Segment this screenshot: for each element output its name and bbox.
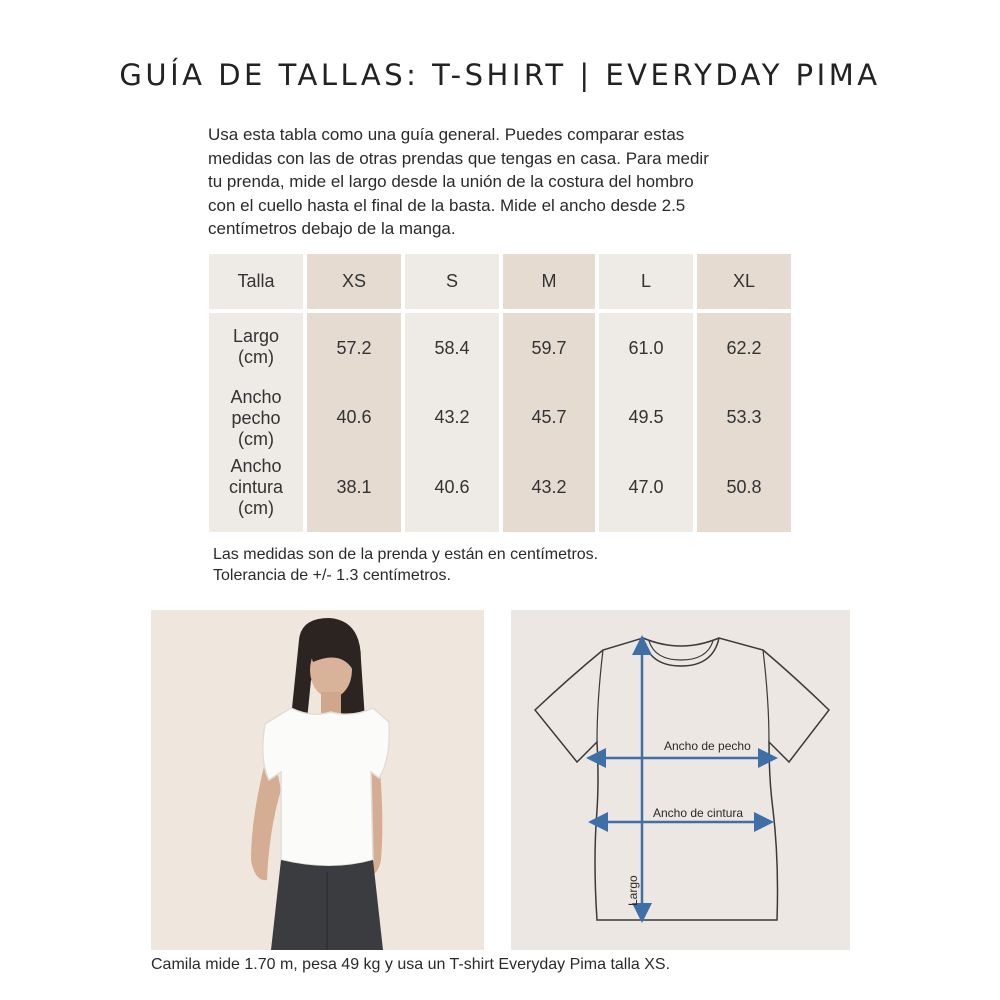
size-header-xl: XL [697, 254, 791, 309]
row-unit: (cm) [238, 428, 274, 449]
table-cell: 40.6 [336, 406, 372, 427]
intro-line: Usa esta tabla como una guía general. Puedes comparar estas [208, 125, 685, 144]
size-header-l: L [599, 254, 693, 309]
measurement-notes [213, 544, 598, 586]
note-line: Tolerancia de +/- 1.3 centímetros. [213, 567, 451, 584]
row-label-text: pecho [231, 407, 281, 428]
table-cell: 57.2 [336, 337, 372, 358]
table-cell: 45.7 [531, 406, 567, 427]
row-label-largo [209, 322, 303, 372]
header-talla: Talla [209, 254, 303, 309]
table-cell: 59.7 [531, 337, 567, 358]
intro-paragraph [208, 123, 808, 241]
row-label-ancho-cintura [209, 457, 303, 517]
intro-line: centímetros debajo de la manga. [208, 219, 456, 238]
intro-line: tu prenda, mide el largo desde la unión de la costura del hombro [208, 172, 694, 191]
size-header-s: S [405, 254, 499, 309]
length-label: Largo [626, 875, 640, 906]
table-cell: 47.0 [628, 476, 664, 497]
row-label-text: Ancho [230, 455, 282, 476]
model-photo [151, 610, 484, 950]
intro-line: medidas con las de otras prendas que tengas en casa. Para medir [208, 148, 709, 168]
note-line: Las medidas son de la prenda y están en centímetros. [213, 546, 599, 563]
table-cell: 40.6 [434, 476, 470, 497]
table-cell: 50.8 [726, 476, 762, 497]
chest-label: Ancho de pecho [664, 739, 751, 753]
row-unit: (cm) [238, 347, 274, 367]
row-label-text: Ancho [230, 386, 282, 407]
table-cell: 49.5 [628, 406, 664, 427]
waist-label: Ancho de cintura [653, 806, 744, 820]
table-cell: 53.3 [726, 406, 762, 427]
table-cell: 43.2 [434, 406, 470, 427]
table-cell: 58.4 [434, 337, 470, 358]
tshirt-diagram [511, 610, 850, 950]
size-header-m: M [503, 254, 595, 309]
table-cell: 38.1 [336, 476, 372, 497]
table-cell: 61.0 [628, 337, 664, 358]
page-title: GUÍA DE TALLAS: T-SHIRT | EVERYDAY PIMA [119, 58, 881, 92]
tshirt-outline [535, 638, 829, 920]
intro-line: con el cuello hasta el final de la basta. Mide el ancho desde 2.5 [208, 195, 686, 215]
table-cell: 43.2 [531, 476, 567, 497]
row-label-text: cintura [228, 476, 284, 497]
measurement-diagram [511, 610, 850, 950]
row-label-ancho-pecho [209, 388, 303, 448]
table-cell: 62.2 [726, 337, 762, 358]
model-illustration [151, 610, 484, 950]
row-label-text: Largo [232, 326, 280, 346]
photo-caption: Camila mide 1.70 m, pesa 49 kg y usa un T-shirt Everyday Pima talla XS. [151, 956, 671, 973]
row-unit: (cm) [238, 497, 274, 518]
size-header-xs: XS [307, 254, 401, 309]
